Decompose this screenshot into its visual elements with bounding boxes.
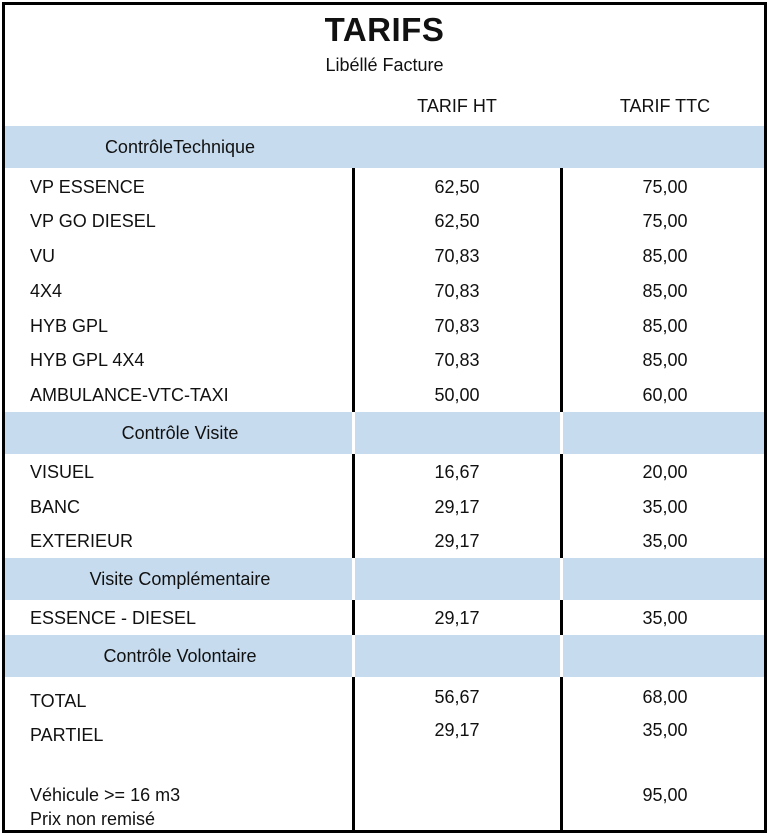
band-divider — [560, 558, 563, 600]
column-divider — [560, 168, 563, 412]
table-row — [5, 608, 764, 638]
row-ttc: 20,00 — [642, 462, 688, 482]
row-label: VP GO DIESEL — [30, 211, 156, 231]
column-divider — [560, 677, 563, 830]
table-row — [5, 462, 764, 492]
row-label: ESSENCE - DIESEL — [30, 608, 197, 628]
column-divider — [352, 454, 355, 558]
row-ttc: 68,00 — [642, 687, 688, 707]
row-label: HYB GPL 4X4 — [30, 350, 145, 370]
row-ht: 62,50 — [434, 177, 480, 197]
tariff-table — [2, 2, 767, 833]
row-ttc: 85,00 — [642, 350, 688, 370]
row-ttc: 85,00 — [642, 246, 688, 266]
band-divider — [560, 412, 563, 454]
row-ht: 56,67 — [434, 687, 480, 707]
section-band — [5, 635, 764, 677]
row-ttc: 35,00 — [642, 531, 688, 551]
row-ht: 29,17 — [434, 531, 480, 551]
table-row — [5, 531, 764, 561]
table-row — [5, 177, 764, 207]
band-divider — [352, 412, 355, 454]
row-label: VU — [30, 246, 56, 266]
page-title: TARIFS — [324, 11, 445, 48]
table-row — [5, 246, 764, 276]
footer-ttc: 95,00 — [642, 785, 688, 805]
table-row — [5, 350, 764, 380]
row-ttc: 35,00 — [642, 720, 688, 740]
row-ttc: 75,00 — [642, 177, 688, 197]
page-subtitle: Libéllé Facture — [325, 55, 444, 75]
row-ht: 70,83 — [434, 246, 480, 266]
section-label: ContrôleTechnique — [104, 137, 256, 157]
band-divider — [352, 635, 355, 677]
table-row — [5, 385, 764, 415]
column-divider — [560, 454, 563, 558]
row-ht: 29,17 — [434, 608, 480, 628]
row-ttc: 85,00 — [642, 281, 688, 301]
row-ht: 16,67 — [434, 462, 480, 482]
band-divider — [352, 558, 355, 600]
row-ttc: 75,00 — [642, 211, 688, 231]
row-label: 4X4 — [30, 281, 63, 301]
row-label: VISUEL — [30, 462, 95, 482]
table-row — [5, 316, 764, 346]
footer-label-line2: Prix non remisé — [30, 809, 156, 829]
row-label: TOTAL — [30, 691, 87, 711]
row-label: AMBULANCE-VTC-TAXI — [30, 385, 229, 405]
band-divider — [560, 635, 563, 677]
table-row — [5, 211, 764, 241]
section-label: Contrôle Visite — [121, 423, 239, 443]
row-ht: 70,83 — [434, 350, 480, 370]
row-ttc: 35,00 — [642, 497, 688, 517]
table-row — [5, 281, 764, 311]
column-divider — [560, 600, 563, 635]
row-ht: 70,83 — [434, 316, 480, 336]
section-band — [5, 126, 764, 168]
column-divider — [352, 168, 355, 412]
table-row — [5, 497, 764, 527]
section-band — [5, 412, 764, 454]
row-ttc: 35,00 — [642, 608, 688, 628]
row-label: PARTIEL — [30, 725, 104, 745]
footer-label-line1: Véhicule >= 16 m3 — [30, 785, 181, 805]
row-ttc: 60,00 — [642, 385, 688, 405]
footer-row — [5, 785, 764, 831]
section-label: Contrôle Volontaire — [103, 646, 257, 666]
column-header-ht: TARIF HT — [417, 96, 497, 116]
section-band — [5, 558, 764, 600]
column-header-ttc: TARIF TTC — [619, 96, 711, 116]
column-divider — [352, 677, 355, 830]
section-label: Visite Complémentaire — [89, 569, 271, 589]
row-ht: 29,17 — [434, 720, 480, 740]
row-label: BANC — [30, 497, 81, 517]
row-ht: 62,50 — [434, 211, 480, 231]
table-row — [5, 687, 764, 717]
table-row — [5, 720, 764, 750]
row-label: EXTERIEUR — [30, 531, 134, 551]
row-ttc: 85,00 — [642, 316, 688, 336]
row-ht: 70,83 — [434, 281, 480, 301]
column-divider — [352, 600, 355, 635]
row-label: HYB GPL — [30, 316, 109, 336]
row-ht: 50,00 — [434, 385, 480, 405]
row-ht: 29,17 — [434, 497, 480, 517]
row-label: VP ESSENCE — [30, 177, 145, 197]
